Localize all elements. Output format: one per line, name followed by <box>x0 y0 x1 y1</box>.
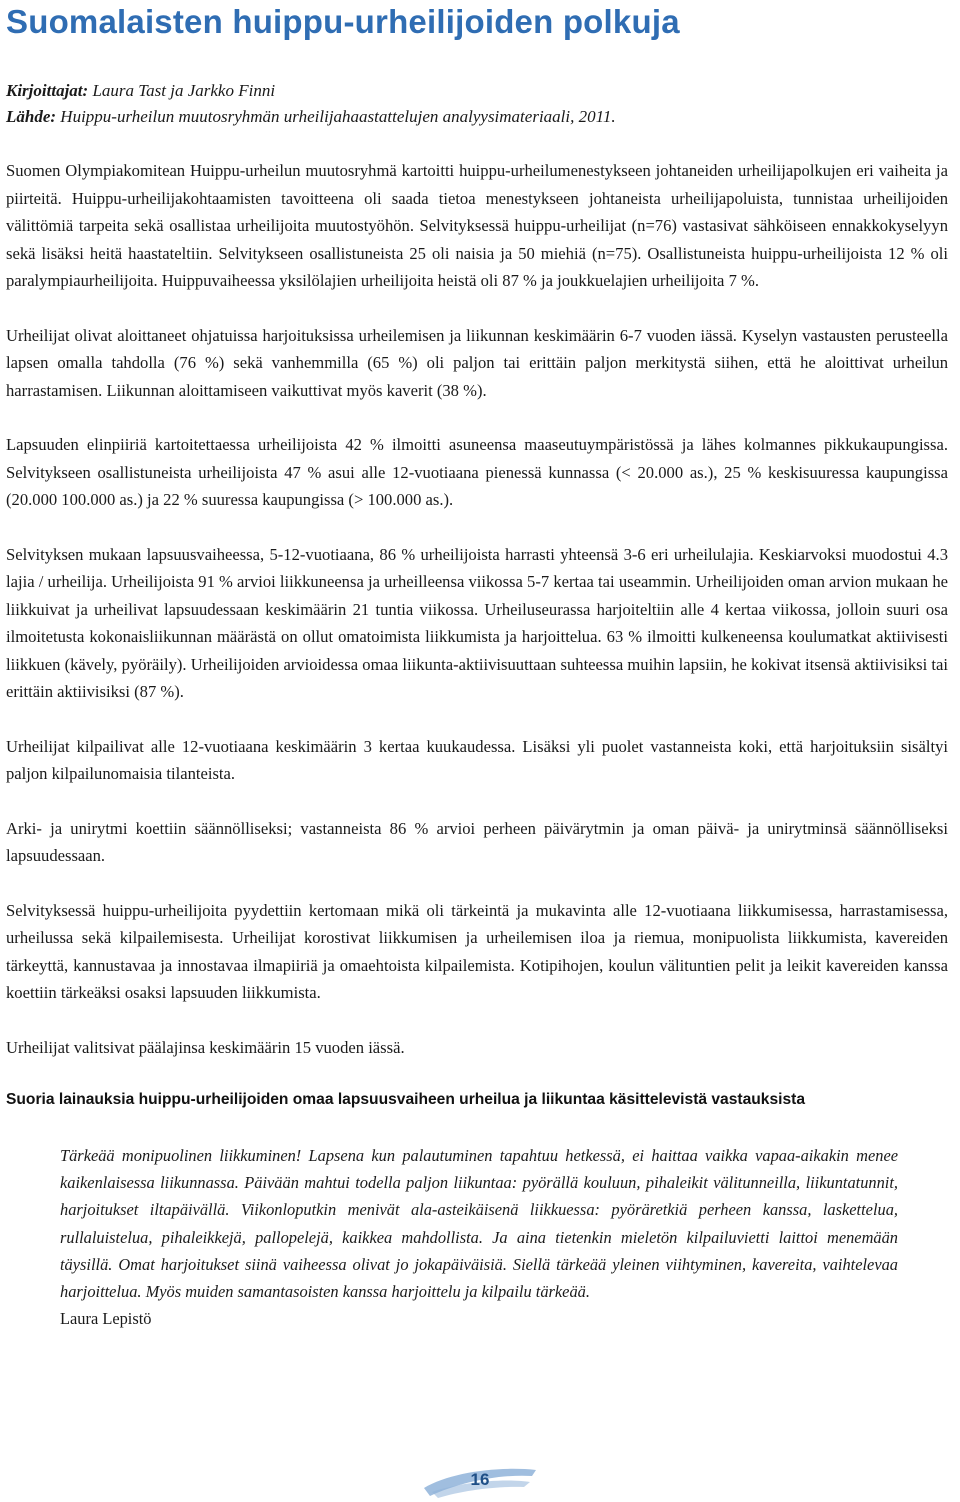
paragraph: Arki- ja unirytmi koettiin säännölliseksi; vastanneista 86 % arvioi perheen päivärytmin ja oman päivä- ja unirytminsä säännölliseksi lapsuudessaan. <box>6 818 948 865</box>
page-number-badge <box>420 1462 540 1500</box>
quote-author: Laura Lepistö <box>60 1309 152 1329</box>
paragraph: Selvityksen mukaan lapsuusvaiheessa, 5-12-vuotiaana, 86 % urheilijoista harrasti yhteensä 3-6 eri urheilulajia. Keskiarvoksi muodostui 4.3 lajia / urheilija. Urheilijoista 91 % arvioi liikkuneensa ja urheilleensa viikossa 5-7 kertaa tai useammin. Urheilijoiden oman arvion mukaan he liikkuivat ja urheilivat lapsuudessaan keskimäärin 21 tuntia viikossa. Urheiluseurassa harjoiteltiin alle 4 kertaa viikossa, jolloin suuri osa ilmoitetusta kokonaisliikunnan määrästä on ollut omatoimista liikkumista ja harjoittelua. 63 % ilmoitti kulkeneensa koulumatkat aktiivisesti liikkuen (kävely, pyöräily). Urheilijoiden arvioidessa omaa liikunta-aktiivisuuttaan suhteessa muihin lapsiin, he kokivat itsensä aktiivisiksi tai erittäin aktiivisiksi (87 %). <box>6 544 948 701</box>
authors-label: Kirjoittajat: <box>6 81 89 100</box>
source-line <box>6 104 948 130</box>
paragraph: Lapsuuden elinpiiriä kartoitettaessa urheilijoista 42 % ilmoitti asuneensa maaseutuympäristössä ja lähes kolmannes pikkukaupungissa. Selvitykseen osallistuneista urheilijoista 47 % asui alle 12-vuotiaana pienessä kunnassa (< 20.000 as.), 25 % keskisuuressa kaupungissa (20.000 100.000 as.) ja 22 % suuressa kaupungissa (> 100.000 as.). <box>6 435 948 509</box>
authors-line <box>6 78 948 104</box>
article-body <box>6 157 948 1061</box>
article-meta <box>6 78 948 130</box>
athlete-quote: Tärkeää monipuolinen liikkuminen! Lapsena kun palautuminen tapahtuu hetkessä, ei haittaa vaikka vapaa-aikakin menee kaikenlaisessa liikunnassa. Päivään mahtui todella paljon liikuntaa: pyörällä kouluun, pihaleikit välitunneilla, liikuntatunnit, harjoitukset iltapäivällä. Viikonloputkin menivät ala-asteikäisenä liikkuessa: pyöräretkiä perheen kanssa, laskettelua, rullaluistelua, pihaleikkejä, pallopelejä, kaikkea mahdollista. Ja aina tietenkin mieletön kilpailuvietti laittoi menemään täysillä. Omat harjoitukset siinä vaiheessa olivat jo jokapäiväisiä. Siellä tärkeää yleinen viihtyminen, kavereita, vaihtelevaa harjoittelua. Myös muiden samantasoisten kanssa harjoittelu ja kilpailu tärkeää. <box>60 1146 898 1302</box>
paragraph: Suomen Olympiakomitean Huippu-urheilun muutosryhmä kartoitti huippu-urheilumenestykseen johtaneiden urheilijapolkujen eri vaiheita ja piirteitä. Huippu-urheilijakohtaamisten tavoitteena oli saada tietoa menestykseen johtaneista urheilijapoluista, tunnistaa urheilijoiden välittömiä tarpeita sekä osallistaa urheilijoita muutostyöhön. Selvityksessä huippu-urheilijat (n=76) vastasivat sähköiseen ennakkokyselyyn sekä lisäksi heitä haastateltiin. Selvitykseen osallistuneista 25 oli naisia ja 50 miehiä (n=75). Osallistuneista huippu-urheilijoista 12 % oli paralympiaurheilijoita. Huippuvaiheessa yksilölajien urheilijoita heistä oli 87 % ja joukkuelajien urheilijoita 7 %. <box>6 161 948 290</box>
source: Huippu-urheilun muutosryhmän urheilijahaastattelujen analyysimateriaali, 2011. <box>60 107 616 126</box>
paragraph: Urheilijat valitsivat päälajinsa keskimäärin 15 vuoden iässä. <box>6 1037 405 1057</box>
source-label: Lähde: <box>6 107 57 126</box>
quotes-heading: Suoria lainauksia huippu-urheilijoiden omaa lapsuusvaiheen urheilua ja liikuntaa käsittelevistä vastauksista <box>6 1091 806 1108</box>
paragraph: Urheilijat kilpailivat alle 12-vuotiaana keskimäärin 3 kertaa kuukaudessa. Lisäksi yli puolet vastanneista koki, että harjoituksiin sisältyi paljon kilpailunomaisia tilanteista. <box>6 736 948 783</box>
authors: Laura Tast ja Jarkko Finni <box>92 81 276 100</box>
paragraph: Urheilijat olivat aloittaneet ohjatuissa harjoituksissa urheilemisen ja liikunnan keskimäärin 6-7 vuoden iässä. Kyselyn vastausten perusteella lapsen omalla tahdolla (76 %) sekä vanhemmilla (65 %) oli paljon tai erittäin paljon merkitystä siihen, että he aloittivat urheilun harrastamisen. Liikunnan aloittamiseen vaikuttivat myös kaverit (38 %). <box>6 325 948 400</box>
page-number: 16 <box>470 1470 490 1489</box>
paragraph: Selvityksessä huippu-urheilijoita pyydettiin kertomaan mikä oli tärkeintä ja mukavinta alle 12-vuotiaana liikkumisessa, harrastamisessa, urheilussa sekä kilpailemisesta. Urheilijat korostivat liikkumisen ja urheilemisen iloa ja riemua, monipuolista liikkumista, kavereiden tärkeyttä, kannustavaa ja innostavaa ilmapiiriä ja omaehtoista kilpailemista. Kotipihojen, koulun välituntien pelit ja leikit kavereiden kanssa koettiin tärkeäksi osaksi lapsuuden liikkumista. <box>6 900 948 1002</box>
page-title: Suomalaisten huippu-urheilijoiden polkuja <box>6 3 680 40</box>
